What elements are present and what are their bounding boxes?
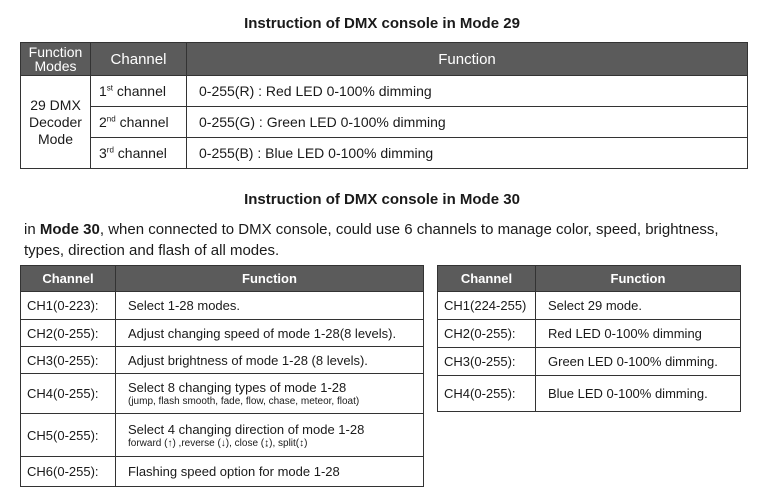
description-bold: Mode 30 (39, 221, 100, 238)
table-header-row (21, 43, 748, 76)
function-cell (116, 457, 424, 487)
mode-label: 29 DMX Decoder Mode (21, 76, 91, 169)
function-cell (116, 320, 424, 347)
channel-cell: CH2(0-255): (438, 320, 536, 348)
table-header-row (438, 266, 741, 292)
channel-cell: CH5(0-255): (21, 414, 116, 457)
function-cell (116, 414, 424, 457)
table-row (21, 457, 424, 487)
channel-word: channel (113, 145, 167, 161)
channel-cell: CH3(0-255): (438, 348, 536, 376)
function-text: Adjust changing speed of mode 1-28(8 levels). (128, 325, 397, 341)
mode30-title: Instruction of DMX console in Mode 30 (244, 191, 520, 208)
function-cell: Red LED 0-100% dimming (536, 320, 741, 348)
table-row (21, 414, 424, 457)
header-channel: Channel (91, 43, 187, 76)
function-text: Flashing speed option for mode 1-28 (128, 464, 340, 479)
table-row (21, 76, 748, 107)
channel-cell (91, 138, 187, 169)
table-row (438, 348, 741, 376)
channel-cell: CH4(0-255): (438, 376, 536, 412)
channel-ordinal: st (106, 83, 114, 93)
channel-number: 2 (99, 114, 107, 130)
table-row (21, 107, 748, 138)
function-cell: Blue LED 0-100% dimming. (536, 376, 741, 412)
function-subtext: forward (↑) ,reverse (↓), close (↨), split(↕) (128, 437, 308, 449)
function-text: Select 8 changing types of mode 1-28 (128, 380, 347, 395)
channel-number: 1 (99, 83, 107, 99)
channel-cell: CH3(0-255): (21, 347, 116, 374)
function-cell: 0-255(R) : Red LED 0-100% dimming (187, 76, 748, 107)
header-function: Function (536, 266, 741, 292)
function-subtext: (jump, flash smooth, fade, flow, chase, meteor, float) (128, 396, 360, 407)
table-row (21, 320, 424, 347)
description-rest: , when connected to DMX console, could use 6 channels to manage color, speed, brightness, types, direction and flash of all modes. (24, 221, 719, 259)
channel-cell (91, 76, 187, 107)
mode30-right-table (437, 265, 741, 412)
channel-cell: CH6(0-255): (21, 457, 116, 487)
table-row (21, 374, 424, 414)
table-row (21, 347, 424, 374)
header-function-modes: Function Modes (21, 43, 91, 76)
header-function: Function (116, 266, 424, 292)
channel-cell: CH1(0-223): (21, 292, 116, 320)
table-row (438, 320, 741, 348)
description-prefix: in (24, 221, 40, 238)
table-header-row (21, 266, 424, 292)
table-row (438, 376, 741, 412)
function-cell (116, 347, 424, 374)
channel-cell (91, 107, 187, 138)
channel-cell: CH2(0-255): (21, 320, 116, 347)
header-channel: Channel (438, 266, 536, 292)
channel-ordinal: nd (106, 114, 116, 124)
function-cell: 0-255(B) : Blue LED 0-100% dimming (187, 138, 748, 169)
function-text: Select 4 changing direction of mode 1-28 (128, 421, 365, 437)
header-channel: Channel (21, 266, 116, 292)
channel-word: channel (115, 114, 169, 130)
function-cell: 0-255(G) : Green LED 0-100% dimming (187, 107, 748, 138)
channel-cell: CH1(224-255) (438, 292, 536, 320)
mode30-left-table (20, 265, 424, 487)
mode30-description (24, 219, 754, 261)
function-text: Adjust brightness of mode 1-28 (8 levels). (128, 352, 368, 368)
header-function: Function (187, 43, 748, 76)
table-row (438, 292, 741, 320)
function-cell (116, 374, 424, 414)
mode29-table (20, 42, 748, 169)
function-text: Select 1-28 modes. (128, 298, 241, 313)
channel-cell: CH4(0-255): (21, 374, 116, 414)
function-cell (116, 292, 424, 320)
channel-word: channel (113, 83, 166, 99)
function-cell: Green LED 0-100% dimming. (536, 348, 741, 376)
table-row (21, 292, 424, 320)
function-cell: Select 29 mode. (536, 292, 741, 320)
table-row (21, 138, 748, 169)
channel-number: 3 (99, 145, 107, 161)
channel-ordinal: rd (106, 145, 114, 155)
mode29-title: Instruction of DMX console in Mode 29 (244, 15, 520, 32)
